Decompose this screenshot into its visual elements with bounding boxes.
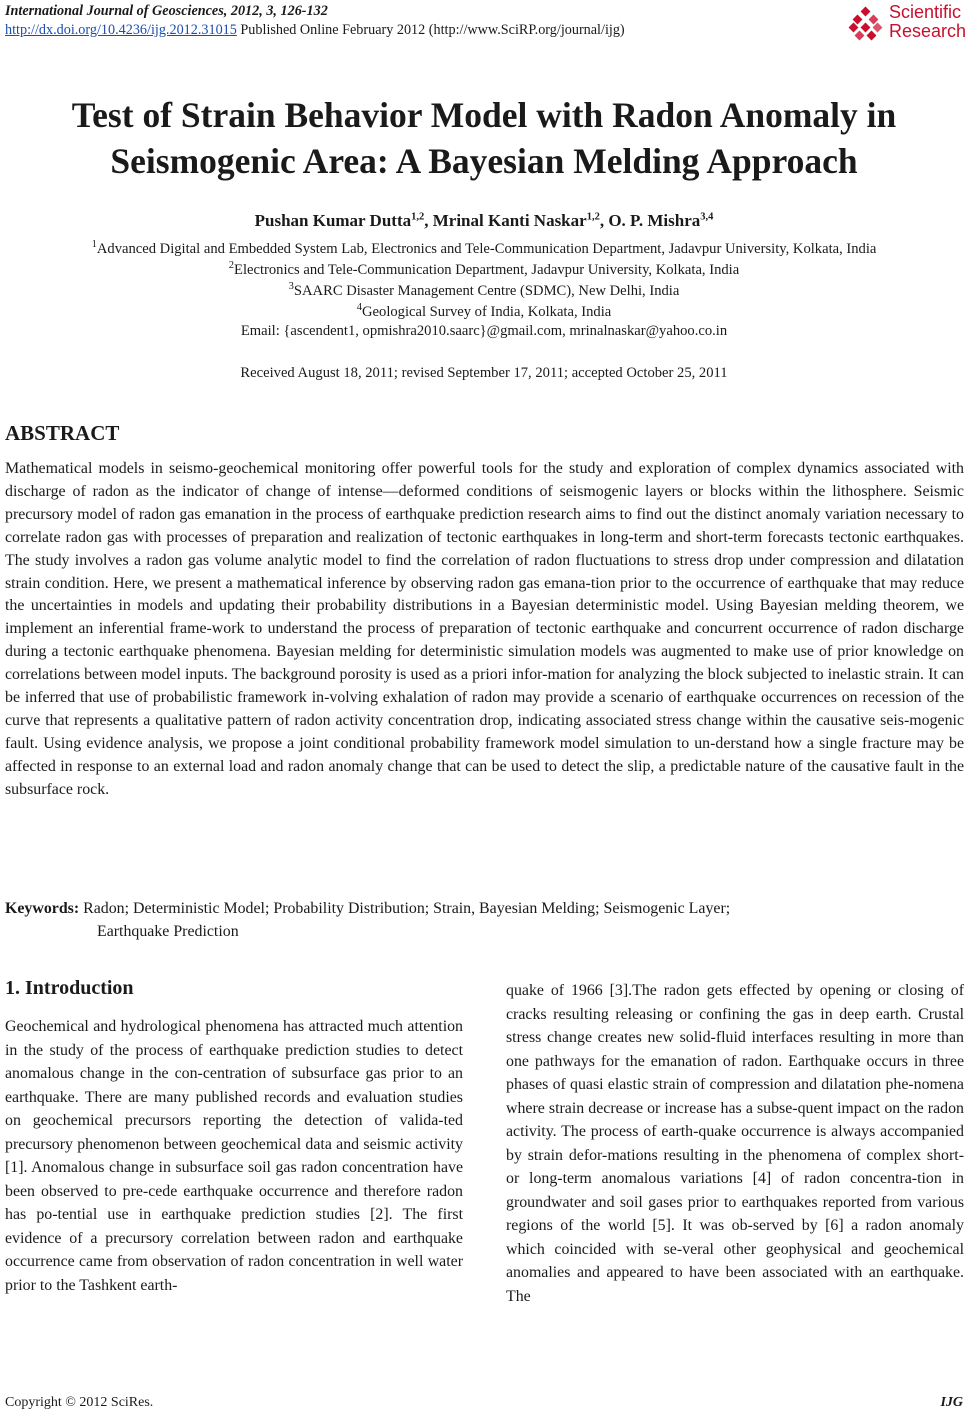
author-affiliation-mark: 3,4 <box>700 211 714 223</box>
keywords-list: Radon; Deterministic Model; Probability Distribution; Strain, Bayesian Melding; Seismogenic Layer; <box>83 900 731 917</box>
author-separator: , <box>424 211 433 230</box>
journal-name: International Journal of Geosciences <box>5 3 224 19</box>
doi-line <box>5 21 625 40</box>
affiliation-text: Advanced Digital and Embedded System Lab, Electronics and Tele-Communication Department, Jadavpur University, Kolkata, India <box>96 241 877 257</box>
footer-copyright: Copyright © 2012 SciRes. <box>5 1395 154 1410</box>
logo-word-research: Research <box>889 21 967 41</box>
affiliation-number: 4 <box>356 302 362 314</box>
footer-journal-abbreviation: IJG <box>940 1395 963 1410</box>
author-affiliation-mark: 1,2 <box>411 211 425 223</box>
keywords-label: Keywords: <box>5 900 80 917</box>
affiliation-number: 2 <box>228 260 235 272</box>
published-online-info: Published Online February 2012 (http://www.SciRP.org/journal/ijg) <box>240 22 625 38</box>
author-list <box>0 211 968 231</box>
paper-title <box>0 92 968 184</box>
body-column-right: quake of 1966 [3].The radon gets effected by opening or closing of cracks resulting releasing or confining the gas in deep earth. Crustal stress change creates new solid-fluid interfaces resulting in more than one pathways for the emanation of radon. Earthquake occurs in three phases of quasi elastic strain of compression and dilatation phe-nomena where strain decrease or increase has a subse-quent impact on the radon activity. The process of earth-quake occurrence is always accompanied by strain defor-mations resulting in the phenomena of complex short- or long-term anomalous variations [4] of radon concentra-tion in groundwater and soil gases prior to earthquakes reported from various regions of the world [5]. It was ob-served by [6] a radon anomaly which coincided with se-veral other geophysical and geochemical anomalies and appeared to have been associated with an earthquake. The <box>506 982 964 1305</box>
keywords <box>5 898 964 944</box>
affiliation-3 <box>0 282 968 301</box>
author-name: Pushan Kumar Dutta <box>254 211 412 230</box>
abstract-text: Mathematical models in seismo-geochemical monitoring offer powerful tools for the study and exploration of complex dynamics associated with discharge of radon as the indicator of change of intense—deformed conditions of seismogenic layers or blocks within the lithosphere. Seismic precursory model of radon gas emanation in the process of earthquake prediction research aims to find out the distinct anomaly variation necessary to correlate radon gas with processes of preparation and realization of tectonic earthquakes in long-term and short-term forecasts tectonic earthquakes. The study involves a radon gas volume analytic model to find the correlation of radon fluctuations to stress drop under compression and dilatation strain condition. Here, we present a mathematical inference by observing radon gas emana-tion prior to the occurrence of earthquake that may reduce the uncertainties in models and updating their probability distributions in a Bayesian deterministic model. Using Bayesian melding theorem, we implement an inferential frame-work to understand the process of preparation of tectonic earthquake and concurrent occurrence of radon discharge during a tectonic earthquake phenomena. Bayesian melding for deterministic simulation models was augmented to make use of prior knowledge on correlations between model inputs. The background porosity is used as a priori infor-mation for analyzing the block subjected to inelastic strain. It can be inferred that use of probabilistic framework in-volving exhalation of radon may provide a scenario of earthquake occurrences on recession of the curve that represents a qualitative pattern of radon activity concentration drop, indicating associated stress change within the causative seis-mogenic fault. Using evidence analysis, we propose a joint conditional probability framework model simulation to un-derstand how a single fracture may be affected in response to an external load and radon anomaly change that can be used to detect the slip, a predictable nature of the causative fault in the subsurface rock. <box>5 460 964 798</box>
logo-word-scientific: Scientific <box>889 2 962 22</box>
publisher-logo <box>850 2 968 44</box>
title-line-1: Test of Strain Behavior Model with Radon Anomaly in <box>71 95 897 135</box>
keywords-line-2: Earthquake Prediction <box>97 922 239 940</box>
author-email: Email: {ascendent1, opmishra2010.saarc}@gmail.com, mrinalnaskar@yahoo.co.in <box>240 323 728 339</box>
abstract-heading: ABSTRACT <box>5 421 120 445</box>
affiliation-1 <box>0 240 968 259</box>
affiliation-2 <box>0 261 968 280</box>
running-header <box>5 2 625 40</box>
body-column-left: Geochemical and hydrological phenomena has attracted much attention in the study of the process of earthquake prediction studies to detect anomalous change in the con-centration of subsurface gas prior to an earthquake. There are many published records and evaluation studies on geochemical precursors reporting the detection of valida-ted precursory phenomenon between geochemical data and seismic activity [1]. Anomalous change in subsurface soil gas radon concentration have been observed to pre-cede earthquake occurrence and therefore radon has po-tential use in earthquake prediction studies [2]. The first evidence of a precursory correlation between radon and earthquake occurrence came from observation of radon concentration in well water prior to the Tashkent earth- <box>5 1018 463 1294</box>
author-name: Mrinal Kanti Naskar <box>432 211 587 230</box>
affiliation-text: Electronics and Tele-Communication Department, Jadavpur University, Kolkata, India <box>234 262 740 278</box>
doi-link[interactable]: http://dx.doi.org/10.4236/ijg.2012.31015 <box>5 22 237 38</box>
received-dates: Received August 18, 2011; revised September 17, 2011; accepted October 25, 2011 <box>240 365 728 381</box>
affiliation-number: 1 <box>91 239 97 251</box>
publisher-logo-text <box>889 3 966 41</box>
affiliation-number: 3 <box>288 281 294 293</box>
keywords-line-1 <box>5 898 964 921</box>
affiliation-4 <box>0 303 968 322</box>
scirp-diamond-icon <box>850 8 882 40</box>
journal-volume-pages: , 2012, 3, 126-132 <box>223 3 328 19</box>
section-heading-introduction: 1. Introduction <box>5 977 134 999</box>
author-separator: , <box>599 211 609 230</box>
affiliation-text: Geological Survey of India, Kolkata, India <box>362 304 612 320</box>
title-line-2: Seismogenic Area: A Bayesian Melding Approach <box>110 141 858 181</box>
author-name: O. P. Mishra <box>608 211 701 230</box>
author-affiliation-mark: 1,2 <box>586 211 600 223</box>
affiliation-text: SAARC Disaster Management Centre (SDMC), New Delhi, India <box>293 283 680 299</box>
journal-citation-line <box>5 2 625 21</box>
